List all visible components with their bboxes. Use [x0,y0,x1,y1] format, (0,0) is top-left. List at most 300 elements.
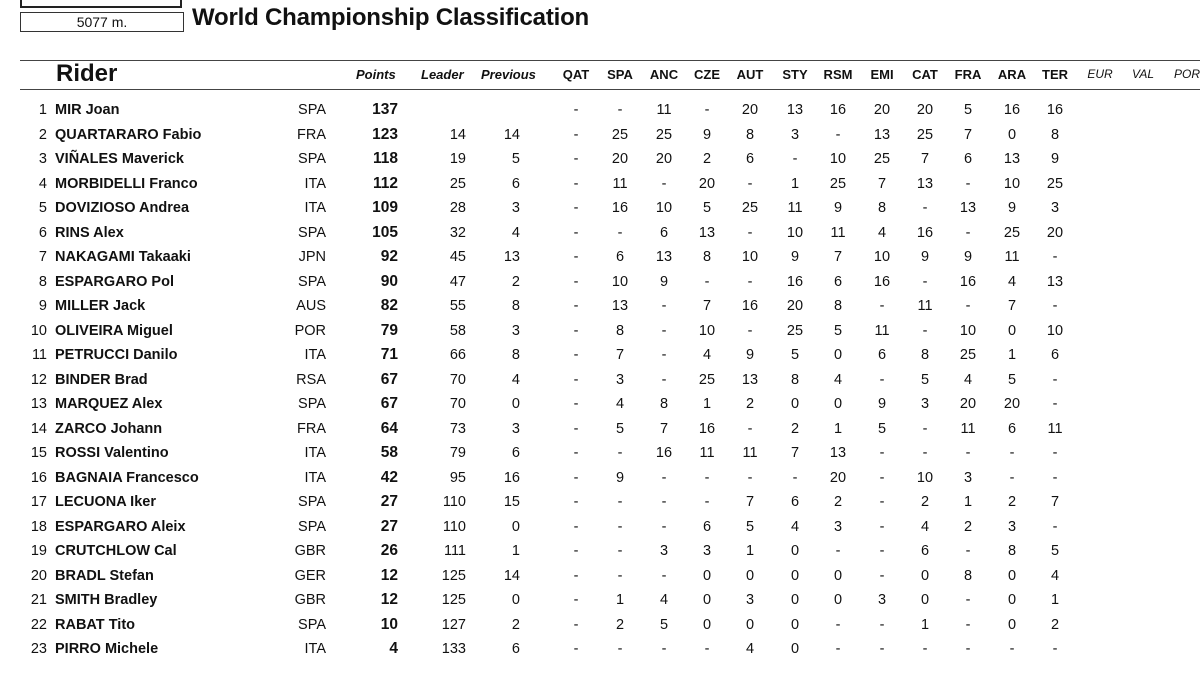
race-result-sty: - [792,151,798,167]
race-result-spa: 8 [615,322,625,339]
rider-points: 27 [380,493,398,510]
rider-gap-leader: 14 [449,126,466,143]
rider-points: 27 [380,517,398,535]
rider-nation: SPA [298,518,326,535]
rider-name: QUARTARARO Fabio [55,126,202,143]
rider-name: ROSSI Valentino [55,445,169,461]
race-result-aut: 10 [741,249,759,265]
rider-gap-previous: 8 [511,347,520,363]
race-result-anc: - [661,494,667,510]
page-title: World Championship Classification [192,4,589,31]
race-result-ara: 16 [1003,102,1021,118]
race-result-qat: - [573,494,579,510]
race-result-ter: 2 [1050,616,1060,633]
race-result-aut: - [747,420,753,437]
race-result-anc: - [661,469,667,486]
race-result-cat: 0 [920,592,930,608]
race-result-rsm: 4 [833,371,843,388]
race-result-rsm: 0 [833,347,843,363]
race-result-cat: 2 [920,494,930,510]
race-result-ara: 7 [1007,298,1017,314]
race-result-spa: 25 [611,126,629,143]
race-result-anc: 9 [659,273,669,290]
race-result-sty: 20 [786,298,804,314]
race-result-fra: - [965,298,971,314]
race-result-anc: 5 [659,616,669,633]
rider-name: CRUTCHLOW Cal [55,543,177,559]
rider-name: PIRRO Michele [55,641,159,657]
race-result-ter: 13 [1046,273,1064,290]
rider-position: 5 [38,200,47,216]
race-result-qat: - [573,592,579,608]
rider-gap-leader: 45 [449,249,466,265]
rider-nation: GBR [294,543,326,559]
race-result-cat: - [922,200,928,216]
race-result-sty: 13 [786,102,804,118]
points-column-header: Points [356,67,396,82]
rider-nation: ITA [304,175,326,192]
rider-nation: ITA [304,641,326,657]
race-result-ara: 9 [1007,200,1017,216]
race-result-spa: 20 [611,151,629,167]
race-result-ara: 0 [1007,322,1017,339]
race-result-aut: 3 [745,592,755,608]
race-result-cze: - [704,494,710,510]
rider-gap-previous: 1 [511,543,520,559]
race-result-qat: - [573,616,579,633]
race-result-qat: - [573,249,579,265]
rider-nation: ITA [304,445,326,461]
race-result-spa: 3 [615,371,625,388]
race-result-cat: 10 [916,469,934,486]
race-result-sty: 0 [790,641,800,657]
future-race-header-val: VAL [1131,67,1155,81]
race-result-cze: 8 [702,249,712,265]
rider-gap-previous: 0 [511,518,520,535]
race-result-ter: 6 [1050,347,1060,363]
rider-nation: GER [294,567,326,584]
rider-points: 71 [380,346,398,363]
race-result-cat: - [922,273,928,290]
race-result-emi: 4 [877,224,887,241]
race-result-emi: 20 [873,102,891,118]
race-result-qat: - [573,371,579,388]
race-result-ter: 1 [1050,592,1060,608]
race-result-sty: - [792,469,798,486]
race-result-anc: - [661,175,667,192]
race-result-qat: - [573,396,579,412]
race-result-ter: 20 [1046,224,1064,241]
rider-gap-leader: 66 [449,347,466,363]
rider-gap-previous: 3 [511,200,520,216]
rider-gap-previous: 15 [503,494,520,510]
rider-nation: FRA [297,420,326,437]
rider-gap-leader: 25 [449,175,466,192]
race-result-ter: 5 [1050,543,1060,559]
race-result-ter: 8 [1050,126,1060,143]
race-result-fra: - [965,445,971,461]
rider-points: 118 [372,150,398,167]
race-result-aut: 20 [741,102,759,118]
rider-name: MORBIDELLI Franco [55,175,198,192]
race-result-fra: - [965,543,971,559]
race-result-emi: 9 [877,396,887,412]
race-result-aut: - [747,175,753,192]
table-row [0,417,1200,441]
race-result-fra: - [965,641,971,657]
rider-nation: ITA [304,347,326,363]
race-result-aut: 9 [745,347,755,363]
race-result-anc: 8 [659,396,669,412]
race-result-cat: - [922,641,928,657]
rider-gap-previous: 2 [511,616,520,633]
rider-gap-leader: 47 [449,273,466,290]
race-result-anc: 4 [659,592,669,608]
rider-position: 15 [30,445,47,461]
race-result-emi: - [879,469,885,486]
race-result-cat: 4 [920,518,930,535]
race-result-ara: - [1009,469,1015,486]
race-header-fra: FRA [954,67,982,82]
rider-points: 26 [380,542,398,559]
race-result-aut: 11 [742,445,758,461]
race-result-qat: - [573,420,579,437]
race-result-cat: 7 [920,151,930,167]
race-result-spa: - [617,641,623,657]
race-result-ter: - [1052,469,1058,486]
race-result-cat: 9 [920,249,930,265]
race-result-sty: 0 [790,543,800,559]
race-result-emi: 7 [877,175,887,192]
race-result-qat: - [573,641,579,657]
race-result-qat: - [573,543,579,559]
table-row [0,270,1200,294]
race-result-fra: - [965,616,971,633]
rider-nation: SPA [298,224,326,241]
race-result-cze: - [704,641,710,657]
race-result-cat: 3 [920,396,930,412]
rider-points: 112 [372,174,398,192]
race-result-ara: 6 [1007,420,1017,437]
race-result-anc: 11 [656,102,672,118]
race-result-emi: 10 [873,249,891,265]
rider-gap-leader: 127 [441,616,466,633]
rider-name: PETRUCCI Danilo [55,347,178,363]
race-result-fra: - [965,592,971,608]
previous-column-header: Previous [481,67,536,82]
race-header-spa: SPA [607,67,633,82]
rider-nation: JPN [298,249,326,265]
header-logo-box [20,0,182,8]
rider-nation: SPA [298,102,326,118]
race-result-cze: 3 [702,543,712,559]
rider-name: MIR Joan [55,102,120,118]
race-result-spa: 16 [611,200,629,216]
race-result-sty: 25 [786,322,804,339]
race-result-spa: 4 [615,396,625,412]
track-length: 5077 m. [20,12,184,32]
rider-points: 12 [380,591,398,608]
race-result-ter: 3 [1050,200,1060,216]
race-result-sty: 0 [790,567,800,584]
race-result-cat: 20 [916,102,934,118]
race-result-qat: - [573,469,579,486]
rider-gap-leader: 125 [441,592,466,608]
rider-gap-leader: 110 [442,494,466,510]
race-result-fra: 20 [959,396,977,412]
race-result-emi: - [879,494,885,510]
table-row [0,368,1200,392]
race-result-ter: - [1052,249,1058,265]
rider-position: 11 [31,347,47,363]
rider-position: 17 [30,494,47,510]
rider-points: 4 [389,640,398,657]
race-result-anc: - [661,322,667,339]
race-result-emi: - [879,567,885,584]
rider-name: BAGNAIA Francesco [55,469,199,486]
race-result-cze: 11 [699,445,715,461]
rider-nation: SPA [298,273,326,290]
race-result-sty: 16 [786,273,804,290]
rider-nation: POR [294,322,326,339]
race-result-qat: - [573,518,579,535]
race-result-cze: - [704,102,710,118]
race-result-cze: 10 [698,322,716,339]
race-header-emi: EMI [870,67,894,82]
race-result-qat: - [573,567,579,584]
rider-name: SMITH Bradley [55,592,158,608]
rider-gap-leader: 19 [449,151,466,167]
future-race-header-por: POR [1173,67,1200,81]
race-result-aut: - [747,273,753,290]
race-result-spa: 7 [615,347,625,363]
rider-position: 22 [30,616,47,633]
race-result-qat: - [573,102,579,118]
rider-position: 1 [38,102,47,118]
race-result-cat: 16 [916,224,934,241]
race-result-rsm: 25 [829,175,847,192]
race-result-cze: 2 [702,151,712,167]
rider-position: 18 [30,518,47,535]
race-result-spa: - [617,518,623,535]
table-row [0,392,1200,416]
race-result-ter: - [1052,298,1058,314]
rider-position: 16 [30,469,47,486]
race-result-cat: 11 [917,298,933,314]
rider-points: 90 [380,272,398,290]
rider-gap-previous: 0 [511,592,520,608]
rider-gap-previous: 8 [511,298,520,314]
rider-points: 82 [380,297,398,314]
race-result-cat: 1 [920,616,930,633]
rider-gap-leader: 125 [441,567,466,584]
race-result-fra: 6 [963,151,973,167]
table-row [0,98,1200,122]
race-result-fra: 8 [963,567,973,584]
race-result-sty: 9 [790,249,800,265]
race-result-aut: - [747,469,753,486]
race-result-cat: - [922,420,928,437]
race-result-qat: - [573,273,579,290]
rider-gap-previous: 3 [511,420,520,437]
race-result-ara: 4 [1007,273,1017,290]
race-result-ter: - [1052,396,1058,412]
race-result-anc: 6 [659,224,669,241]
race-result-anc: 13 [655,249,673,265]
rider-gap-previous: 2 [511,273,520,290]
table-row [0,613,1200,637]
rider-nation: SPA [298,494,326,510]
rider-name: DOVIZIOSO Andrea [55,200,190,216]
race-result-cat: - [922,322,928,339]
rider-position: 23 [30,641,47,657]
race-result-emi: - [879,371,885,388]
race-result-cat: 8 [920,347,930,363]
race-result-aut: 1 [745,543,755,559]
rider-gap-previous: 4 [511,371,520,388]
race-result-anc: - [661,298,667,314]
race-result-cze: 16 [698,420,716,437]
race-result-sty: 10 [786,224,804,241]
table-row [0,564,1200,588]
rider-gap-previous: 4 [511,224,520,241]
rider-name: ZARCO Johann [55,420,163,437]
race-result-ter: 7 [1050,494,1060,510]
race-result-cze: 4 [702,347,712,363]
rider-nation: RSA [296,371,326,388]
race-result-spa: - [617,224,623,241]
race-result-ter: 25 [1046,175,1064,192]
race-result-qat: - [573,175,579,192]
race-result-aut: 7 [745,494,755,510]
race-result-anc: - [661,567,667,584]
race-result-emi: 5 [877,420,887,437]
race-result-fra: 9 [963,249,973,265]
race-result-fra: 4 [963,371,973,388]
race-result-emi: - [879,445,885,461]
race-result-fra: 11 [960,420,976,437]
rider-points: 10 [380,615,398,633]
race-result-cze: - [704,469,710,486]
table-row [0,245,1200,269]
race-result-ter: - [1052,641,1058,657]
race-result-cat: 25 [916,126,934,143]
race-result-fra: 2 [963,518,973,535]
rider-points: 109 [372,199,398,216]
race-result-cze: 9 [702,126,712,143]
race-result-aut: - [747,322,753,339]
race-result-qat: - [573,224,579,241]
race-result-ara: 11 [1004,249,1020,265]
race-result-ter: 11 [1047,420,1063,437]
rider-position: 13 [30,396,47,412]
race-result-fra: 16 [959,273,977,290]
rider-name: VIÑALES Maverick [55,151,184,167]
rider-gap-leader: 110 [442,518,466,535]
rider-name: NAKAGAMI Takaaki [55,249,191,265]
rider-name: BINDER Brad [55,371,148,388]
rider-gap-leader: 28 [449,200,466,216]
race-result-rsm: 11 [830,224,846,241]
race-result-rsm: 20 [829,469,847,486]
race-header-anc: ANC [649,67,679,82]
race-result-cze: - [704,273,710,290]
race-result-rsm: - [835,616,841,633]
race-result-fra: 3 [963,469,973,486]
race-result-sty: 6 [790,494,800,510]
race-result-spa: 9 [615,469,625,486]
rider-position: 21 [30,592,47,608]
race-result-cat: 6 [920,543,930,559]
race-result-anc: 10 [655,200,673,216]
race-result-sty: 8 [790,371,800,388]
race-result-ter: 16 [1046,102,1064,118]
race-result-aut: 0 [745,616,755,633]
race-result-spa: 6 [615,249,625,265]
race-result-cat: - [922,445,928,461]
rider-position: 2 [38,126,47,143]
rider-gap-leader: 73 [449,420,466,437]
race-result-aut: 8 [745,126,755,143]
table-row [0,147,1200,171]
race-result-qat: - [573,126,579,143]
race-result-emi: 13 [873,126,891,143]
race-result-emi: 16 [873,273,891,290]
race-result-ara: 8 [1007,543,1017,559]
race-result-sty: 2 [790,420,800,437]
rider-position: 7 [38,249,47,265]
race-result-ter: - [1052,445,1058,461]
race-result-spa: - [617,445,623,461]
rider-name: RINS Alex [55,224,124,241]
rider-gap-leader: 70 [449,371,466,388]
rider-position: 3 [38,151,47,167]
race-result-emi: 8 [877,200,887,216]
rider-column-header: Rider [56,60,118,87]
race-result-fra: 5 [963,102,973,118]
race-result-ter: 10 [1046,322,1064,339]
race-result-cze: 6 [702,518,712,535]
race-result-aut: 16 [741,298,759,314]
race-result-cze: 20 [698,175,716,192]
race-result-rsm: - [835,126,841,143]
race-result-sty: 1 [790,175,800,192]
race-result-cze: 0 [702,592,712,608]
race-result-fra: - [965,175,971,192]
rider-position: 4 [38,175,47,192]
table-row [0,319,1200,343]
race-result-qat: - [573,200,579,216]
race-result-sty: 3 [790,126,800,143]
rider-points: 105 [372,223,398,241]
rider-nation: AUS [296,298,326,314]
race-result-aut: 2 [745,396,755,412]
table-row [0,490,1200,514]
rider-gap-previous: 16 [503,469,520,486]
rider-name: LECUONA Iker [55,494,156,510]
race-result-cze: 7 [702,298,712,314]
race-result-sty: 11 [787,200,803,216]
race-result-qat: - [573,347,579,363]
race-result-spa: 13 [611,298,629,314]
rider-name: ESPARGARO Pol [55,273,174,290]
race-result-cat: 13 [916,175,934,192]
rider-points: 58 [380,444,398,461]
header-top-rule [20,60,1200,61]
race-result-anc: 3 [659,543,669,559]
race-result-ter: 9 [1050,151,1060,167]
rider-position: 14 [30,420,47,437]
